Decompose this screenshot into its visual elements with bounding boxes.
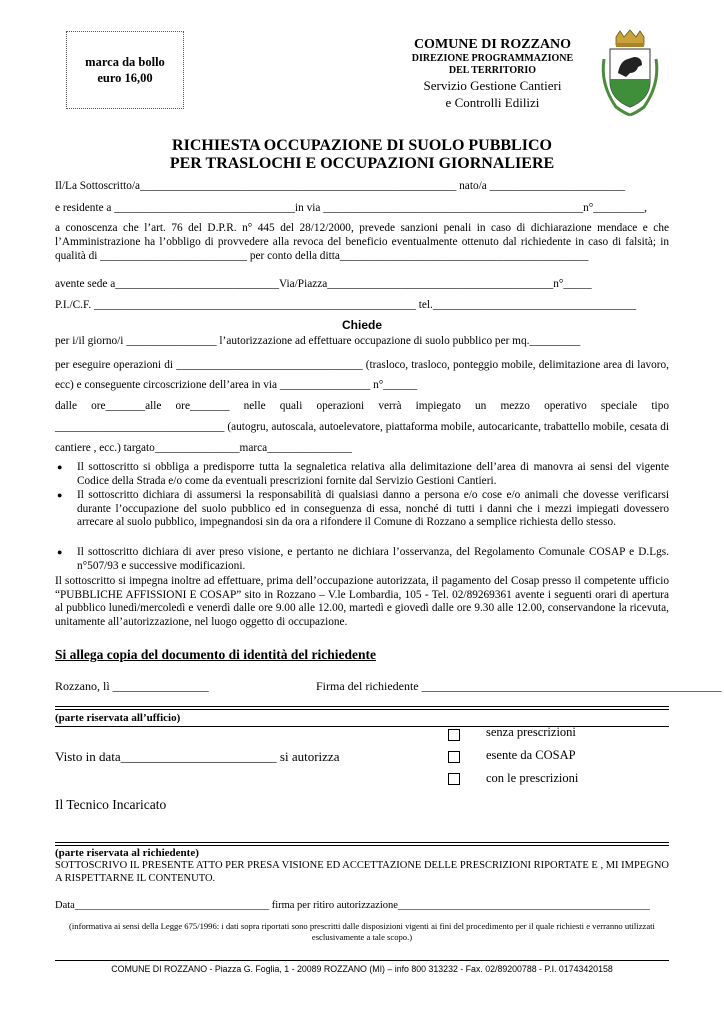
esente-cosap-label: esente da COSAP bbox=[486, 748, 576, 762]
tecnico-incaricato-label: Il Tecnico Incaricato bbox=[55, 797, 167, 812]
place-date-field[interactable]: Rozzano, lì ________________ bbox=[55, 679, 209, 693]
senza-prescrizioni-label: senza prescrizioni bbox=[486, 725, 576, 739]
chiede-heading: Chiede bbox=[341, 318, 382, 332]
operazioni-paragraph[interactable]: per eseguire operazioni di _________________________________ (trasloco, trasloco, ponteggio mobile, delimitazione area di lavoro, ecc) e conseguente circoscrizione dell’area in via ________________ n°______ bbox=[55, 359, 669, 391]
piva-line[interactable]: P.I./C.F. _________________________________________________________ tel.____________________________________ bbox=[55, 299, 637, 311]
divider bbox=[55, 845, 669, 846]
divider bbox=[55, 709, 669, 710]
form-title-line2: PER TRASLOCHI E OCCUPAZIONI GIORNALIERE bbox=[169, 155, 555, 172]
comune-name: COMUNE DI ROZZANO bbox=[413, 37, 572, 52]
cosap-paragraph: Il sottoscritto si impegna inoltre ad effettuare, prima dell’occupazione autorizzata, il pagamento del Cosap presso il competente ufficio “PUBBLICHE AFFISSIONI E COSAP” sito in Rozzano – V.le Lombardia, 105 - Tel. 02/89269361 avente i seguenti orari di apertura al pubblico lunedì/mercoledì e venerdì dalle ore 9.00 alle 12.00, martedì e giovedì dalle ore 9.30 alle 12.00, conservandone la ricevuta, unitamente all’autorizzazione, nel luogo oggetto di occupazione. bbox=[55, 575, 669, 628]
bullet-dot-icon: ● bbox=[57, 462, 63, 472]
bullet-segnaletica bbox=[55, 461, 669, 488]
accettazione-text: SOTTOSCRIVO IL PRESENTE ATTO PER PRESA VISIONE ED ACCETTAZIONE DELLE PRESCRIZIONI RIPORTATE E , MI IMPEGNO A RISPETTARNE IL CONTENUTO. bbox=[55, 860, 669, 884]
firma-richiedente-field[interactable]: Firma del richiedente __________________________________________________ bbox=[316, 679, 722, 693]
office-section-heading: (parte riservata all’ufficio) bbox=[55, 712, 181, 724]
visto-field[interactable]: Visto in data________________________ si autorizza bbox=[55, 749, 340, 764]
stamp-line1: marca da bollo bbox=[85, 55, 165, 69]
giorno-line[interactable]: per i/il giorno/i ________________ l’autorizzazione ad effettuare occupazione di suolo pubblico per mq._________ bbox=[55, 335, 581, 347]
data-firma-ritiro-field[interactable]: Data_____________________________________ firma per ritiro autorizzazione________________________________________________ bbox=[55, 900, 650, 911]
servizio-line2: e Controlli Edilizi bbox=[445, 95, 540, 110]
municipality-header bbox=[385, 37, 600, 111]
bullet-dot-icon: ● bbox=[57, 547, 63, 557]
mezzo-paragraph[interactable]: dalle ore_______alle ore_______ nelle quali operazioni verrà impiegato un mezzo operativo speciale tipo ______________________________ (autogru, autoscala, autoelevatore, piattaforma mobile, autocaricante, trabattello mobile, cesata di cantiere , ecc.) targato_______________marca_______________ bbox=[55, 400, 669, 454]
allega-documento-heading: Si allega copia del documento di identità del richiedente bbox=[55, 647, 376, 662]
bullet-dot-icon: ● bbox=[57, 490, 63, 500]
servizio-line1: Servizio Gestione Cantieri bbox=[423, 78, 562, 93]
bullet-text: Il sottoscritto dichiara di aver preso visione, e pertanto ne dichiara l’osservanza, del Regolamento Comunale COSAP e D.Lgs. n°507/93 e successive modificazioni. bbox=[77, 546, 669, 572]
divider bbox=[55, 960, 669, 961]
bullet-text: Il sottoscritto si obbliga a predisporre tutta la segnaletica relativa alla delimitazione dell’area di manovra ai sensi del vigente Codice della Strada e/o come da eventuali prescrizioni fornite dal Servizio Gestioni Cantieri. bbox=[77, 461, 669, 487]
marca-da-bollo-box bbox=[66, 31, 184, 109]
senza-prescrizioni-checkbox[interactable] bbox=[448, 729, 460, 741]
bullet-regolamento bbox=[55, 546, 669, 573]
direzione-line1: DIREZIONE PROGRAMMAZIONE bbox=[411, 53, 574, 64]
bullet-responsabilita bbox=[55, 489, 669, 530]
con-prescrizioni-checkbox[interactable] bbox=[448, 773, 460, 785]
footer-address: COMUNE DI ROZZANO - Piazza G. Foglia, 1 - 20089 ROZZANO (MI) – info 800 313232 - Fax. 02/89200788 - P.I. 01743420158 bbox=[111, 964, 613, 974]
dpr-paragraph[interactable]: a conoscenza che l’art. 76 del D.P.R. n° 445 del 28/12/2000, prevede sanzioni penali in caso di dichiarazione mendace e che l’Amministrazione ha l’obbligo di provvedere alla revoca del beneficio eventualmente ottenuto dal richiedente in caso di falsità; in qualità di __________________________ per conto della ditta____________________________________________ bbox=[55, 222, 669, 262]
direzione-line2: DEL TERRITORIO bbox=[448, 65, 537, 76]
residenza-line[interactable]: e residente a ________________________________in via ______________________________________________n°_________, bbox=[55, 202, 647, 214]
sede-line[interactable]: avente sede a_____________________________Via/Piazza________________________________________n°_____ bbox=[55, 278, 592, 290]
coat-of-arms-icon bbox=[598, 29, 662, 119]
richiedente-section-heading: (parte riservata al richiedente) bbox=[55, 847, 199, 859]
bullet-text: Il sottoscritto dichiara di assumersi la responsabilità di qualsiasi danno a persona e/o cose e/o animali che dovesse verificarsi durante l’occupazione del suolo pubblico ed in conseguenza di essa, nonché di tutti i danni che i mezzi impiegati dovessero arrecare al suolo pubblico, impegnandosi sin da ora a rifondere il Comune di Rozzano a semplice richiesta dello stesso. bbox=[77, 489, 669, 528]
con-prescrizioni-label: con le prescrizioni bbox=[486, 771, 579, 785]
divider bbox=[55, 726, 669, 727]
form-title-line1: RICHIESTA OCCUPAZIONE DI SUOLO PUBBLICO bbox=[172, 137, 552, 154]
esente-cosap-checkbox[interactable] bbox=[448, 751, 460, 763]
stamp-line2: euro 16,00 bbox=[97, 71, 153, 85]
sottoscritto-line[interactable]: Il/La Sottoscritto/a________________________________________________________ nato/a ________________________ bbox=[55, 180, 626, 192]
divider bbox=[55, 842, 669, 843]
divider bbox=[55, 706, 669, 707]
privacy-note: (informativa ai sensi della Legge 675/1996: i dati sopra riportati sono prescritti dalle disposizioni vigenti ai fini del procedimento per il quale richiesti e verranno utilizzati esclusivamente a tale scopo.) bbox=[69, 921, 655, 942]
